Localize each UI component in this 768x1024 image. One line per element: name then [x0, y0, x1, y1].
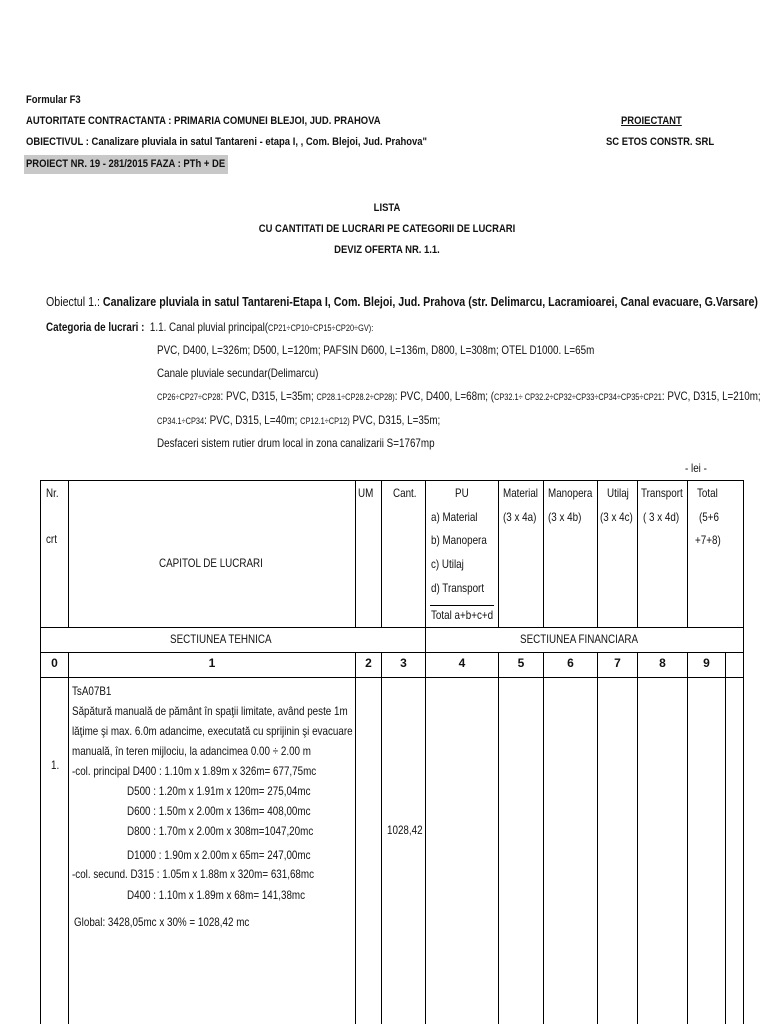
- categoria-l5d: PVC, D315, L=35m;: [349, 413, 441, 427]
- obiect-label: Obiectul 1.:: [46, 294, 100, 309]
- h-pu-manopera: b) Manopera: [431, 533, 487, 547]
- h-material: Material: [503, 486, 539, 500]
- row1-nr: 1.: [51, 758, 60, 772]
- colnum-6: 6: [567, 656, 574, 670]
- obiect-line: [46, 294, 758, 309]
- h-pu-transport: d) Transport: [431, 581, 485, 595]
- categoria-l4f: : PVC, D315, L=210m;: [661, 389, 761, 403]
- categoria-line2: PVC, D400, L=326m; D500, L=120m; PAFSIN D600, L=136m, D800, L=308m; OTEL D1000. L=65m: [157, 343, 595, 357]
- sectiunea-financiara: SECTIUNEA FINANCIARA: [520, 632, 639, 646]
- row1-desc-9: D400 : 1.10m x 1.89m x 68m= 141,38mc: [127, 888, 306, 902]
- h-total-formula2: +7+8): [695, 533, 721, 547]
- colnum-2: 2: [365, 656, 372, 670]
- vline-2-header: [355, 480, 356, 627]
- vline-0: [40, 480, 41, 1024]
- vline-10-body: [725, 652, 726, 1024]
- vline-9-body: [687, 652, 688, 1024]
- proiectant-label: PROIECTANT: [621, 115, 682, 127]
- colnum-3: 3: [400, 656, 407, 670]
- vline-5-body: [498, 652, 499, 1024]
- row1-desc-7: D1000 : 1.90m x 2.00m x 65m= 247,00mc: [127, 848, 311, 862]
- row1-desc-3: -col. principal D400 : 1.10m x 1.89m x 326m= 677,75mc: [72, 764, 317, 778]
- obiect-text: Canalizare pluviala in satul Tantareni-Etapa I, Com. Blejoi, Jud. Prahova (str. Delimarcu, Lacramioarei, Canal evacuare, G.Varsare): [102, 294, 758, 309]
- row1-desc-1: lăţime şi max. 6.0m adancime, executată cu sprijinin şi evacuare: [72, 724, 353, 738]
- colnum-0: 0: [51, 656, 58, 670]
- section-bottom-border: [40, 652, 744, 653]
- vline-9-header: [687, 480, 688, 627]
- h-manopera-formula: (3 x 4b): [548, 510, 582, 524]
- categoria-line6: Desfaceri sistem rutier drum local in zona canalizarii S=1767mp: [157, 436, 435, 450]
- row1-desc-10: Global: 3428,05mc x 30% = 1028,42 mc: [74, 915, 250, 929]
- h-cant: Cant.: [393, 486, 417, 500]
- vline-6-body: [543, 652, 544, 1024]
- row1-desc-2: manuală, în teren mijlociu, la adancimea 0.00 ÷ 2.00 m: [72, 744, 311, 758]
- h-um: UM: [358, 486, 374, 500]
- h-material-formula: (3 x 4a): [503, 510, 537, 524]
- h-pu: PU: [455, 486, 469, 500]
- colnum-4: 4: [458, 656, 466, 670]
- h-transport: Transport: [641, 486, 683, 500]
- h-pu-material: a) Material: [431, 510, 478, 524]
- vline-4-header: [425, 480, 426, 627]
- row1-desc-6: D800 : 1.70m x 2.00m x 308m=1047,20mc: [127, 824, 314, 838]
- categoria-label: Categoria de lucrari :: [46, 320, 145, 334]
- categoria-l4c: CP28.1÷CP28.2÷CP28): [316, 392, 395, 402]
- categoria-l4b: : PVC, D315, L=35m;: [220, 389, 314, 403]
- categoria-l1a: 1.1. Canal pluvial principal(: [149, 320, 269, 334]
- h-crt: crt: [46, 532, 57, 546]
- vline-4-body: [425, 652, 426, 1024]
- categoria-line5: [157, 413, 440, 427]
- categoria-l4d: : PVC, D400, L=68m; (: [394, 389, 495, 403]
- colnum-bottom-border: [40, 677, 744, 678]
- colnum-8: 8: [659, 656, 666, 670]
- h-utilaj-formula: (3 x 4c): [600, 510, 633, 524]
- vline-8-body: [637, 652, 638, 1024]
- title-cantitati: CU CANTITATI DE LUCRARI PE CATEGORII DE LUCRARI: [258, 223, 516, 235]
- proiectant-name: SC ETOS CONSTR. SRL: [606, 136, 715, 148]
- colnum-5: 5: [517, 656, 525, 670]
- vline-right: [743, 480, 744, 1024]
- categoria-l5a: CP34.1÷CP34: [157, 416, 205, 426]
- h-manopera: Manopera: [548, 486, 593, 500]
- header-bottom-border: [40, 627, 744, 628]
- title-deviz: DEVIZ OFERTA NR. 1.1.: [334, 244, 440, 256]
- h-pu-total: Total a+b+c+d: [431, 608, 494, 622]
- vline-3-body: [381, 652, 382, 1024]
- row1-desc-5: D600 : 1.50m x 2.00m x 136m= 408,00mc: [127, 804, 311, 818]
- autoritate-contractanta: AUTORITATE CONTRACTANTA : PRIMARIA COMUNEI BLEJOI, JUD. PRAHOVA: [26, 115, 381, 127]
- h-nr: Nr.: [46, 486, 59, 500]
- vline-2-body: [355, 652, 356, 1024]
- obiectivul: OBIECTIVUL : Canalizare pluviala in satul Tantareni - etapa I, , Com. Blejoi, Jud. Prahova": [26, 136, 428, 148]
- colnum-9: 9: [703, 656, 710, 670]
- pu-total-separator: [430, 605, 494, 606]
- vline-3-header: [381, 480, 382, 627]
- row1-cant: 1028,42: [387, 823, 423, 837]
- h-pu-utilaj: c) Utilaj: [431, 557, 464, 571]
- row1-desc-8: -col. secund. D315 : 1.05m x 1.88m x 320m= 631,68mc: [72, 867, 315, 881]
- h-total: Total: [697, 486, 718, 500]
- title-lista: LISTA: [373, 202, 401, 214]
- proiect-faza: PROIECT NR. 19 - 281/2015 FAZA : PTh + DE: [26, 158, 226, 170]
- categoria-l4a: CP26÷CP27÷CP28: [157, 392, 221, 402]
- h-capitol: CAPITOL DE LUCRARI: [159, 556, 263, 570]
- categoria-line4: [157, 389, 761, 403]
- h-total-formula1: (5+6: [699, 510, 719, 524]
- colnum-1: 1: [208, 656, 216, 670]
- vline-5-header: [498, 480, 499, 627]
- colnum-7: 7: [614, 656, 621, 670]
- sectiunea-tehnica: SECTIUNEA TEHNICA: [170, 632, 272, 646]
- categoria-l1b: CP21÷CP10÷CP15÷CP20÷GV):: [268, 323, 374, 333]
- currency-label: - lei -: [685, 461, 707, 475]
- row1-desc-4: D500 : 1.20m x 1.91m x 120m= 275,04mc: [127, 784, 311, 798]
- formular-label: Formular F3: [26, 94, 81, 106]
- table-top-border: [40, 480, 744, 481]
- vline-1-header: [68, 480, 69, 627]
- row1-desc-0: Săpătură manuală de pământ în spaţii limitate, având peste 1m: [72, 704, 348, 718]
- h-transport-formula: ( 3 x 4d): [643, 510, 680, 524]
- vline-1-body: [68, 652, 69, 1024]
- categoria-l5b: : PVC, D315, L=40m;: [204, 413, 298, 427]
- categoria-line3: Canale pluviale secundar(Delimarcu): [157, 366, 319, 380]
- vline-7-header: [597, 480, 598, 627]
- h-utilaj: Utilaj: [607, 486, 629, 500]
- vline-7-body: [597, 652, 598, 1024]
- categoria-line1: [46, 320, 373, 334]
- categoria-l4e: CP32.1÷ CP32.2÷CP32÷CP33÷CP34÷CP35÷CP21: [494, 392, 662, 402]
- section-divider: [425, 627, 426, 652]
- row1-code: TsA07B1: [72, 684, 112, 698]
- vline-6-header: [543, 480, 544, 627]
- categoria-l5c: CP12.1÷CP12): [300, 416, 350, 426]
- vline-8-header: [637, 480, 638, 627]
